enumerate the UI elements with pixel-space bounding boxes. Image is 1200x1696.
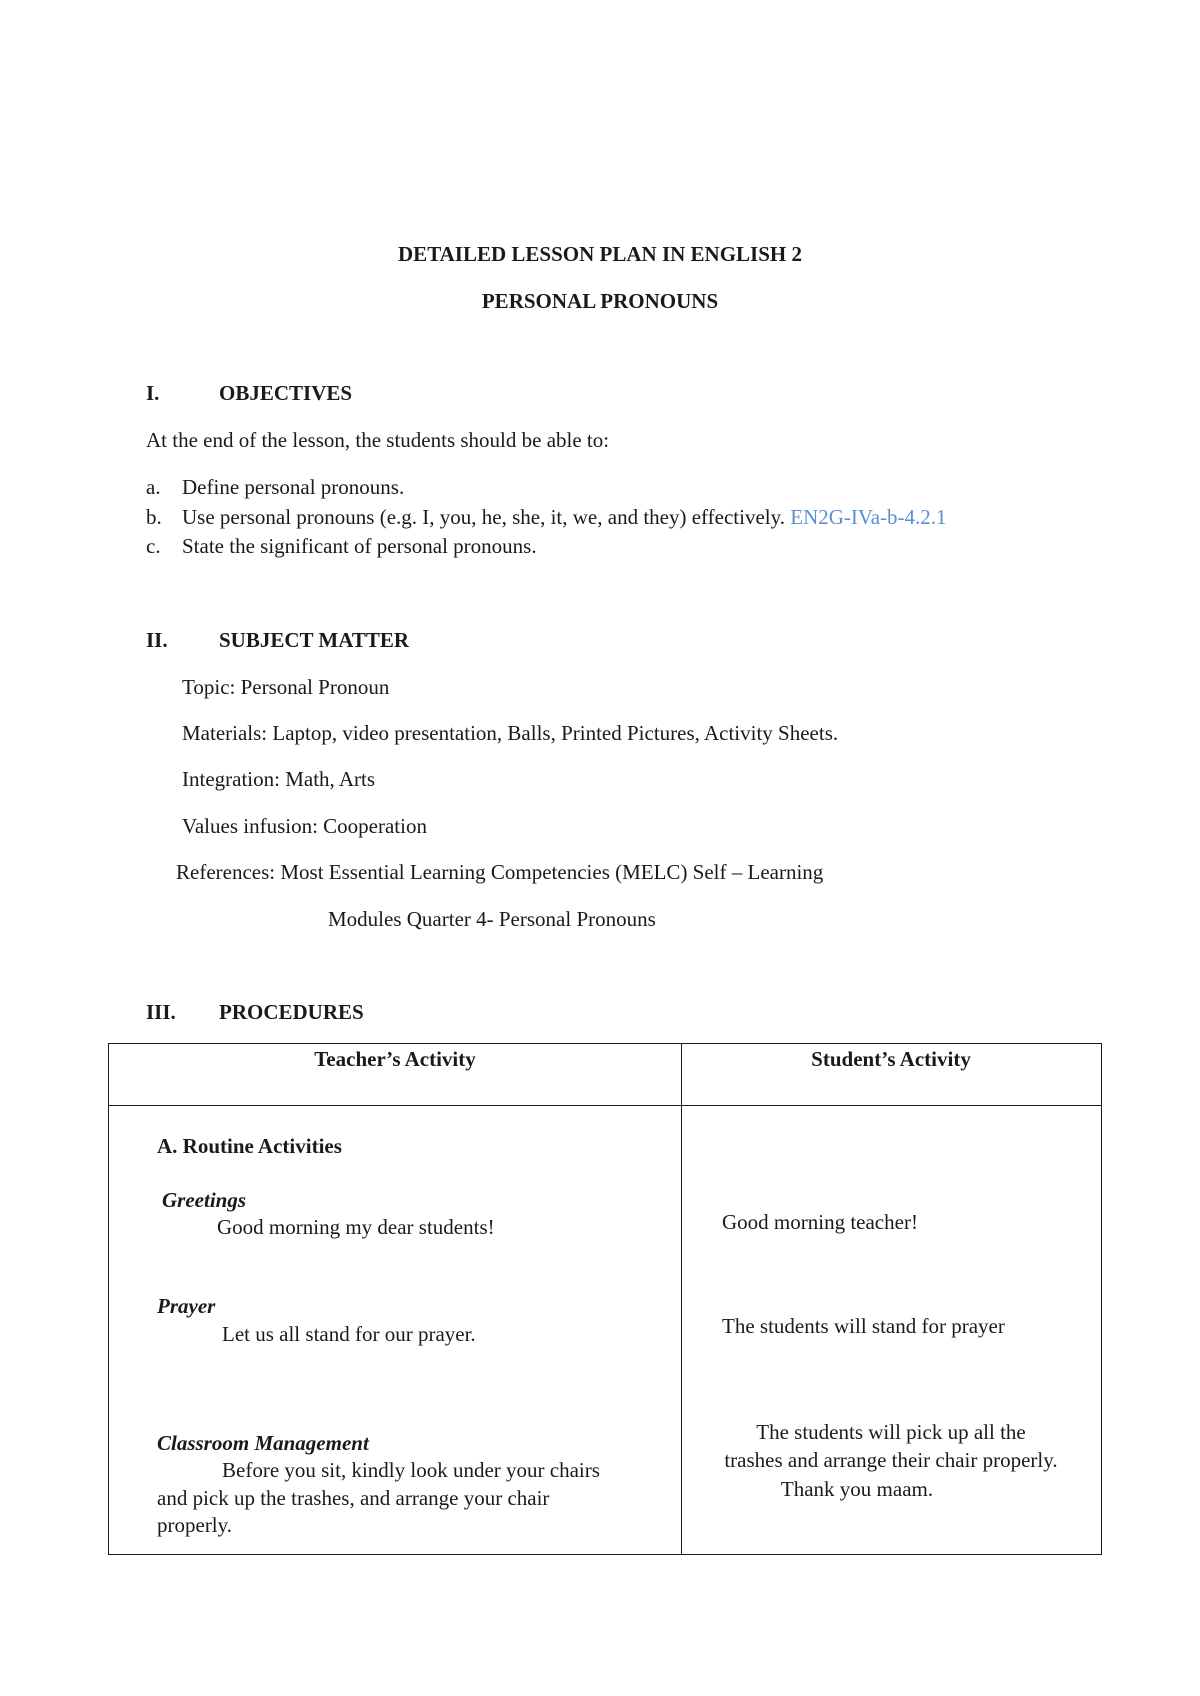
objective-marker-c: c. bbox=[146, 534, 161, 558]
classroom-management-teacher-line2: and pick up the trashes, and arrange your chair bbox=[157, 1486, 550, 1510]
subject-references-continued: Modules Quarter 4- Personal Pronouns bbox=[328, 907, 656, 931]
greetings-teacher-text: Good morning my dear students! bbox=[217, 1215, 495, 1239]
subject-references: References: Most Essential Learning Competencies (MELC) Self – Learning bbox=[176, 860, 824, 884]
objective-text-a: Define personal pronouns. bbox=[182, 475, 405, 499]
objective-text-b bbox=[182, 505, 947, 530]
objectives-heading: OBJECTIVES bbox=[219, 381, 353, 405]
subject-matter-heading: SUBJECT MATTER bbox=[219, 628, 410, 652]
classroom-management-label: Classroom Management bbox=[157, 1431, 369, 1455]
routine-activities-label: A. Routine Activities bbox=[157, 1134, 342, 1158]
classroom-management-teacher-line3: properly. bbox=[157, 1513, 233, 1537]
prayer-teacher-text: Let us all stand for our prayer. bbox=[222, 1322, 476, 1346]
objective-text-b-body: Use personal pronouns (e.g. I, you, he, she, it, we, and they) effectively. bbox=[182, 505, 785, 529]
competency-code: EN2G-IVa-b-4.2.1 bbox=[790, 505, 947, 529]
classroom-management-teacher-line1: Before you sit, kindly look under your chairs bbox=[222, 1458, 600, 1482]
subject-materials: Materials: Laptop, video presentation, Balls, Printed Pictures, Activity Sheets. bbox=[182, 721, 839, 745]
prayer-label: Prayer bbox=[157, 1294, 216, 1318]
objectives-intro: At the end of the lesson, the students should be able to: bbox=[146, 428, 610, 452]
procedures-numeral: III. bbox=[146, 1000, 176, 1024]
teacher-activity-header: Teacher’s Activity bbox=[314, 1047, 476, 1071]
document-title: DETAILED LESSON PLAN IN ENGLISH 2 bbox=[398, 242, 802, 266]
objectives-numeral: I. bbox=[146, 381, 160, 405]
table-header-divider bbox=[109, 1105, 1101, 1106]
procedures-heading: PROCEDURES bbox=[219, 1000, 364, 1024]
subject-integration: Integration: Math, Arts bbox=[182, 767, 376, 791]
greetings-student-text: Good morning teacher! bbox=[722, 1210, 918, 1234]
objective-marker-a: a. bbox=[146, 475, 161, 499]
prayer-student-text: The students will stand for prayer bbox=[722, 1314, 1005, 1338]
subject-matter-numeral: II. bbox=[146, 628, 168, 652]
objective-text-c: State the significant of personal pronouns. bbox=[182, 534, 537, 558]
classroom-management-student-line2: trashes and arrange their chair properly. bbox=[724, 1448, 1058, 1472]
objective-marker-b: b. bbox=[146, 505, 162, 529]
greetings-label: Greetings bbox=[162, 1188, 246, 1212]
classroom-management-student-line1: The students will pick up all the bbox=[756, 1420, 1026, 1444]
student-activity-header: Student’s Activity bbox=[811, 1047, 971, 1071]
subject-topic: Topic: Personal Pronoun bbox=[182, 675, 390, 699]
document-subtitle: PERSONAL PRONOUNS bbox=[481, 289, 719, 313]
subject-values: Values infusion: Cooperation bbox=[182, 814, 427, 838]
classroom-management-student-line3: Thank you maam. bbox=[780, 1477, 934, 1501]
